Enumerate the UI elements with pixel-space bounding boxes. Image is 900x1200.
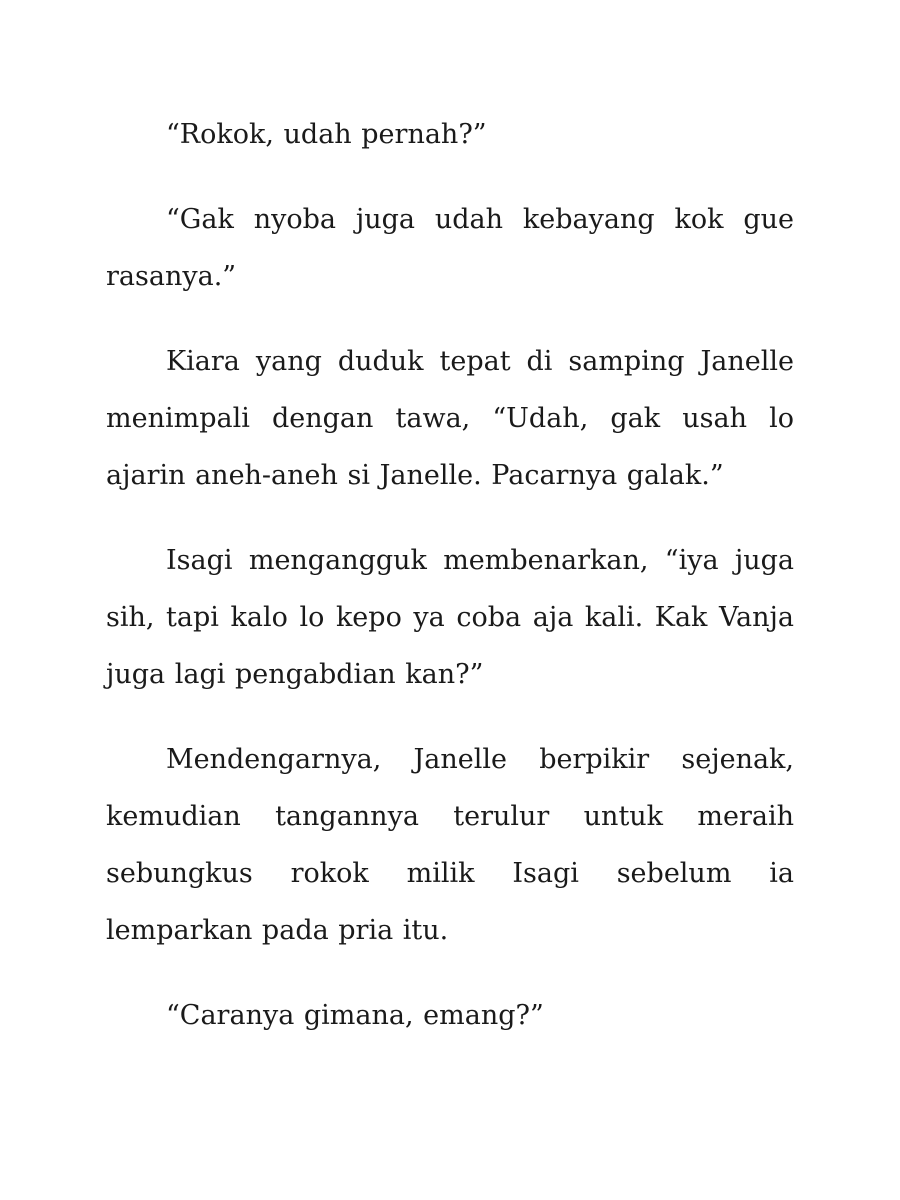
paragraph: “Caranya gimana, emang?” [166, 1000, 544, 1031]
paragraph: Isagi mengangguk membenarkan, “iya juga sih, tapi kalo lo kepo ya coba aja kali. Kak Vanja juga lagi pengabdian kan?” [106, 545, 794, 690]
paragraph: “Rokok, udah pernah?” [166, 119, 487, 150]
paragraph: Mendengarnya, Janelle berpikir sejenak, kemudian tangannya terulur untuk meraih sebungkus rokok milik Isagi sebelum ia lemparkan pada pria itu. [106, 744, 794, 946]
paragraph: “Gak nyoba juga udah kebayang kok gue rasanya.” [106, 204, 794, 292]
paragraph: Kiara yang duduk tepat di samping Janelle menimpali dengan tawa, “Udah, gak usah lo ajarin aneh-aneh si Janelle. Pacarnya galak.” [106, 346, 794, 491]
